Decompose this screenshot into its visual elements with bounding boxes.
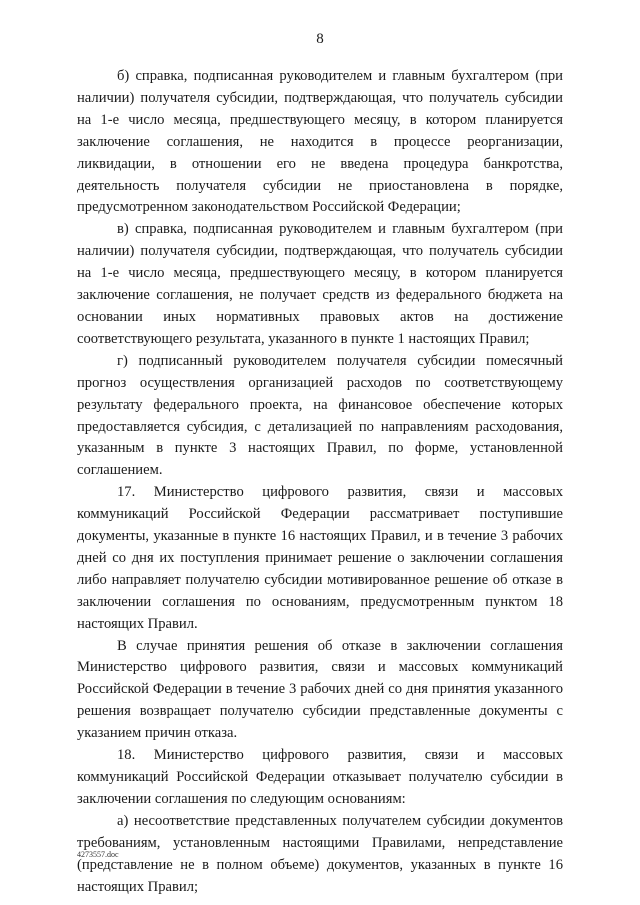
paragraph-refusal-return: В случае принятия решения об отказе в заключении соглашения Министерство цифрового развития, связи и массовых коммуникаций Российской Федерации в течение 3 рабочих дней со дня принятия указанного решения возвращает получателю субсидии представленные документы с указанием причин отказа. bbox=[77, 637, 563, 742]
page-number: 8 bbox=[316, 31, 324, 47]
footer-filename: 4273557.doc bbox=[77, 850, 119, 859]
paragraph-item-a: а) несоответствие представленных получателем субсидии документов требованиям, установленным настоящими Правилами, непредставление (представление не в полном объеме) документов, указанных в пункте 16 настоящих Правил; bbox=[77, 812, 563, 895]
paragraph-item-v: в) справка, подписанная руководителем и главным бухгалтером (при наличии) получателя субсидии, подтверждающая, что получатель субсидии на 1-е число месяца, предшествующего месяцу, в котором планируется заключение соглашения, не получает средств из федерального бюджета на основании иных нормативных правовых актов на достижение соответствующего результата, указанного в пункте 1 настоящих Правил; bbox=[77, 221, 563, 347]
paragraph-item-g: г) подписанный руководителем получателя субсидии помесячный прогноз осуществления организацией расходов по соответствующему результату федерального проекта, на финансовое обеспечение которых предоставляется субсидия, с детализацией по направлениям расходования, указанным в пункте 3 настоящих Правил, по форме, установленной соглашением. bbox=[77, 352, 563, 479]
paragraph-item-b: б) справка, подписанная руководителем и главным бухгалтером (при наличии) получателя субсидии, подтверждающая, что получатель субсидии на 1-е число месяца, предшествующего месяцу, в котором планируется заключение соглашения, не находится в процессе реорганизации, ликвидации, в отношении его не введена процедура банкротства, деятельность получателя субсидии не приостановлена в порядке, предусмотренном законодательством Российской Федерации; bbox=[77, 68, 563, 216]
document-body bbox=[77, 66, 563, 898]
paragraph-clause-17: 17. Министерство цифрового развития, связи и массовых коммуникаций Российской Федерации рассматривает поступившие документы, указанные в пункте 16 настоящих Правил, и в течение 3 рабочих дней со дня их поступления принимает решение о заключении соглашения либо направляет получателю субсидии мотивированное решение об отказе в заключении соглашения по основаниям, предусмотренным пунктом 18 настоящих Правил. bbox=[77, 484, 563, 632]
paragraph-clause-18: 18. Министерство цифрового развития, связи и массовых коммуникаций Российской Федерации отказывает получателю субсидии в заключении соглашения по следующим основаниям: bbox=[77, 747, 563, 807]
